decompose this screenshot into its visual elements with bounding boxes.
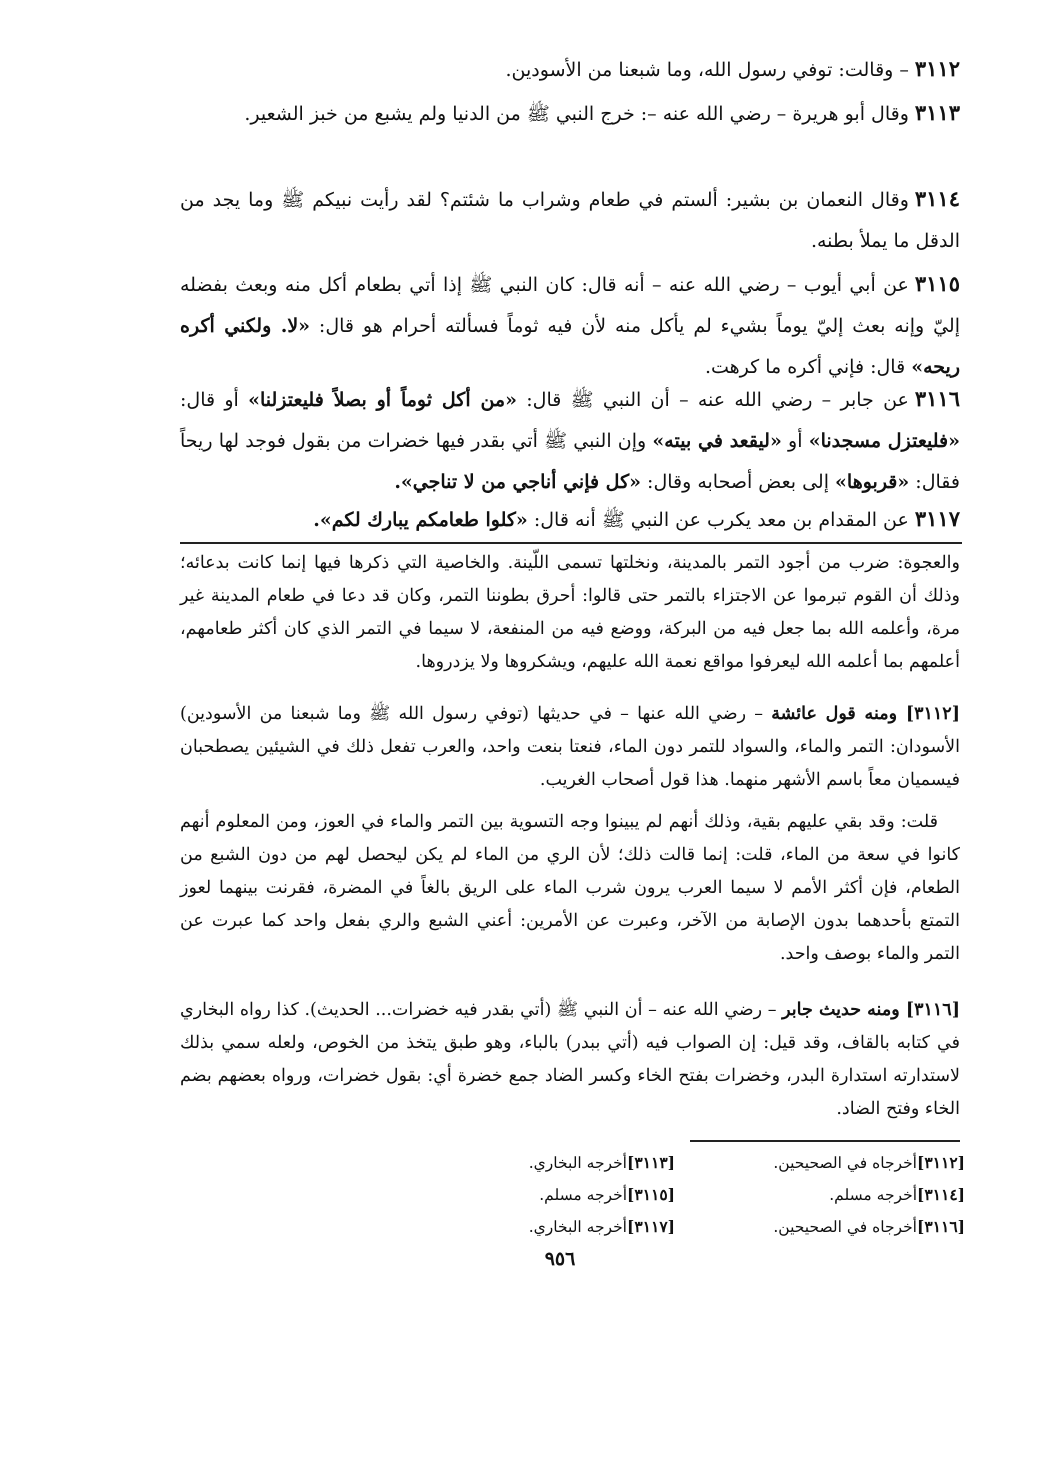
commentary-reference: [٣١١٢] ومنه قول عائشة — [771, 704, 960, 724]
commentary-reference: [٣١١٦] ومنه حديث جابر — [782, 1000, 960, 1020]
hadith-text: وقال النعمان بن بشير: ألستم في طعام وشراب ما شئتم؟ لقد رأيت نبيكم ﷺ وما يجد من الدقل ما يملأ بطنه. — [180, 189, 960, 252]
hadith-text: عن جابر – رضي الله عنه – أن النبي ﷺ قال: — [516, 389, 909, 411]
footnote-text: أخرجه البخاري. — [528, 1218, 627, 1236]
footnote-3112 — [675, 1150, 965, 1176]
section-divider — [180, 542, 962, 544]
prophetic-quote: «كل فإني أناجي من لا تناجي». — [394, 471, 641, 493]
hadith-text: وقال أبو هريرة – رضي الله عنه –: خرج النبي ﷺ من الدنيا ولم يشبع من خبز الشعير. — [244, 103, 909, 125]
hadith-text: أو — [781, 430, 809, 452]
hadith-number: ٣١١٣ — [914, 100, 960, 125]
prophetic-quote: «قربوها» — [835, 471, 910, 493]
hadith-3117 — [180, 498, 960, 541]
footnote-3117 — [400, 1214, 675, 1240]
hadith-3114 — [180, 178, 960, 262]
footnote-divider — [690, 1140, 960, 1142]
hadith-number: ٣١١٥ — [914, 271, 960, 296]
hadith-3115 — [180, 263, 960, 388]
commentary-paragraph-3 — [180, 806, 960, 971]
footnote-ref: [٣١١٢] — [917, 1153, 965, 1172]
footnote-3113 — [400, 1150, 675, 1176]
footnote-3115 — [400, 1182, 675, 1208]
hadith-number: ٣١١٤ — [914, 186, 960, 211]
footnote-ref: [٣١١٤] — [917, 1185, 965, 1204]
hadith-3112 — [180, 48, 960, 91]
hadith-text: – وقالت: توفي رسول الله، وما شبعنا من الأسودين. — [505, 59, 909, 81]
prophetic-quote: «من أكل ثوماً أو بصلاً فليعتزلنا» — [248, 389, 517, 411]
prophetic-quote: «ليقعد في بيته» — [652, 430, 782, 452]
footnote-ref: [٣١١٣] — [627, 1153, 675, 1172]
hadith-3113 — [180, 92, 960, 135]
footnote-3114 — [675, 1182, 965, 1208]
commentary-paragraph-2 — [180, 698, 960, 797]
hadith-text: عن المقدام بن معد يكرب عن النبي ﷺ أنه قال: — [527, 509, 909, 531]
footnote-ref: [٣١١٥] — [627, 1185, 675, 1204]
prophetic-quote: «لا. ولكني أكره ريحه» — [180, 315, 960, 378]
footnote-ref: [٣١١٦] — [917, 1217, 965, 1236]
hadith-number: ٣١١٢ — [914, 56, 960, 81]
commentary-text: – رضي الله عنه – أن النبي ﷺ (أتي بقدر فيه خضرات... الحديث). كذا رواه البخاري في كتابه بالقاف، وقد قيل: إن الصواب فيه (أتي ببدر) بالباء، وهو طبق يتخذ من الخوص، ولعله سمي بذلك لاستدارته استدارة البدر، وخضرات بفتح الخاء وكسر الضاد جمع خضرة أي: بقول خضرات، ورواه بعضهم بضم الخاء وفتح الضاد. — [180, 1000, 960, 1119]
prophetic-quote: «فليعتزل مسجدنا» — [808, 430, 960, 452]
footnote-ref: [٣١١٧] — [627, 1217, 675, 1236]
hadith-number: ٣١١٧ — [914, 506, 960, 531]
footnote-3116 — [675, 1214, 965, 1240]
commentary-paragraph-1 — [180, 547, 960, 679]
footnote-text: أخرجه مسلم. — [829, 1186, 917, 1204]
hadith-3116 — [180, 378, 960, 503]
hadith-text: عن أبي أيوب – رضي الله عنه – أنه قال: كان النبي ﷺ إذا أتي بطعام أكل منه وبعث بفضله إليّ وإنه بعث إليّ يوماً بشيء لم يأكل منه لأن فيه ثوماً فسألته أحرام هو قال: — [180, 274, 960, 337]
footnote-text: أخرجه مسلم. — [539, 1186, 627, 1204]
footnote-text: أخرجاه في الصحيحين. — [773, 1218, 917, 1236]
commentary-paragraph-4 — [180, 994, 960, 1126]
commentary-text: والعجوة: ضرب من أجود التمر بالمدينة، ونخلتها تسمى اللّينة. والخاصية التي ذكرها فيها إنما كانت بدعائه؛ وذلك أن القوم تبرموا عن الاجتزاء بالتمر حتى قالوا: أحرق بطوننا التمر، وكان قد دعا في طعام المدينة غير مرة، وأعلمه الله بما جعل فيه من البركة، ووضع فيه من المنفعة، لا سيما في التمر الذي كان أكثر طعامهم، أعلمهم بما أعلمه الله ليعرفوا مواقع نعمة الله عليهم، ويشكروها ولا يزدروها. — [180, 553, 960, 672]
commentary-text: – رضي الله عنها – في حديثها (توفي رسول الله ﷺ وما شبعنا من الأسودين) الأسودان: التمر والماء، والسواد للتمر دون الماء، فنعتا بنعت واحد، والعرب تفعل ذلك في الشيئين يصطحبان فيسميان معاً باسم الأشهر منهما. هذا قول أصحاب الغريب. — [180, 704, 960, 790]
hadith-text: قال: فإني أكره ما كرهت. — [704, 356, 912, 378]
hadith-text: أو قال: — [180, 389, 249, 411]
commentary-text: قلت: وقد بقي عليهم بقية، وذلك أنهم لم يبينوا وجه التسوية بين التمر والماء في العوز، ومن المعلوم أنهم كانوا في سعة من الماء، قلت: إنما قالت ذلك؛ لأن الري من الماء لم يكن ليحصل لهم من دون الشبع من الطعام، فإن أكثر الأمم لا سيما العرب يرون شرب الماء على الريق بالغاً في المضرة، فقرنت بينهما لعوز التمتع بأحدهما بدون الإصابة من الآخر، وعبرت عن الأمرين: أعني الشبع والري بفعل واحد كما عبرت عن التمر والماء بوصف واحد. — [180, 812, 960, 964]
footnotes — [400, 1150, 965, 1240]
hadith-number: ٣١١٦ — [914, 386, 960, 411]
hadith-text: وإن النبي ﷺ أتي بقدر فيها خضرات من بقول فوجد لها ريحاً فقال: — [180, 430, 960, 493]
prophetic-quote: «كلوا طعامكم يبارك لكم». — [313, 509, 528, 531]
footnote-text: أخرجاه في الصحيحين. — [773, 1154, 917, 1172]
footnote-text: أخرجه البخاري. — [528, 1154, 627, 1172]
page-number: ٩٥٦ — [544, 1248, 576, 1270]
hadith-text: إلى بعض أصحابه وقال: — [641, 471, 836, 493]
